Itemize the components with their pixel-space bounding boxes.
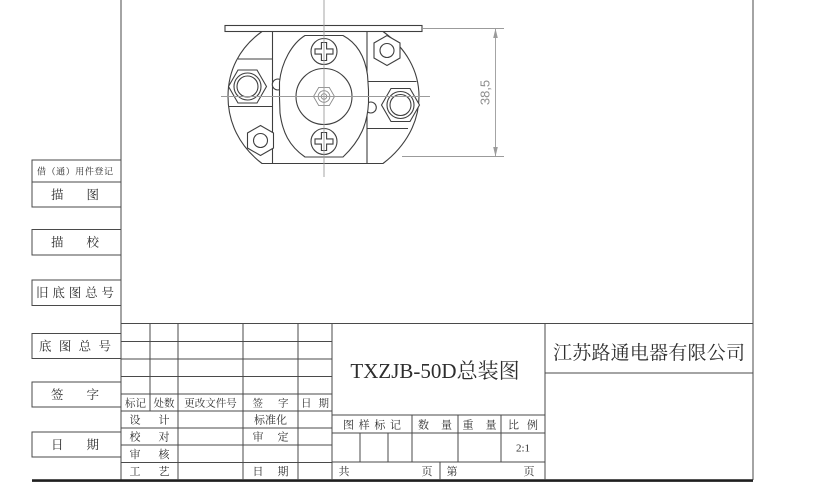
pages-page-label: 第 [446, 466, 458, 479]
pages-total-label: 共 [338, 466, 350, 479]
margin-label-signature: 签字 [51, 388, 99, 402]
approval-standardization: 标准化 [254, 414, 287, 427]
change-row-doc-no: 更改文件号 [184, 398, 237, 410]
company-name: 江苏路通电器有限公司 [553, 343, 745, 364]
dimension-38-5 [402, 29, 504, 157]
left-gland-nut [229, 70, 267, 103]
approval-date: 日期 [252, 466, 289, 479]
spec-drawing-mark: 图样标记 [343, 419, 401, 432]
right-gland-nut [382, 89, 420, 122]
change-row-mark: 标记 [125, 398, 146, 410]
top-right-hex [374, 36, 400, 66]
pages-total-unit: 页 [421, 466, 433, 479]
change-row-date: 日期 [301, 398, 329, 410]
margin-blocks [32, 160, 121, 457]
margin-label-tracing: 描图 [51, 188, 99, 202]
dim-arrow-top [493, 29, 498, 39]
part-drawing [221, 0, 504, 177]
spec-scale-value: 2:1 [515, 442, 531, 455]
spec-quantity: 数量 [418, 419, 452, 432]
spec-scale: 比例 [508, 419, 538, 432]
margin-label-date: 日期 [51, 438, 99, 452]
dimension-text: 38,5 [477, 79, 493, 106]
mounting-plate [225, 26, 422, 32]
pages-page-unit: 页 [523, 466, 535, 479]
dim-arrow-bottom [493, 147, 498, 157]
approval-process: 工艺 [129, 466, 170, 479]
spec-weight: 重量 [462, 419, 497, 432]
margin-label-old-base-no: 旧底图总号 [36, 286, 114, 300]
title-block-text [125, 342, 745, 478]
margin-label-borrow-register: 借（通）用件登记 [37, 166, 113, 177]
bottom-left-hex [248, 126, 274, 156]
drawing-title: TXZJB-50D总装图 [350, 359, 520, 383]
margin-label-tracing-check: 描校 [51, 235, 99, 250]
approval-proofread: 校对 [129, 431, 170, 444]
approval-design: 设计 [129, 414, 170, 427]
approval-approve: 审定 [252, 431, 289, 444]
approval-review: 审核 [129, 448, 170, 461]
change-row-count: 处数 [153, 398, 175, 410]
margin-label-base-no: 底图总号 [39, 339, 111, 354]
change-row-signature: 签字 [252, 398, 289, 410]
